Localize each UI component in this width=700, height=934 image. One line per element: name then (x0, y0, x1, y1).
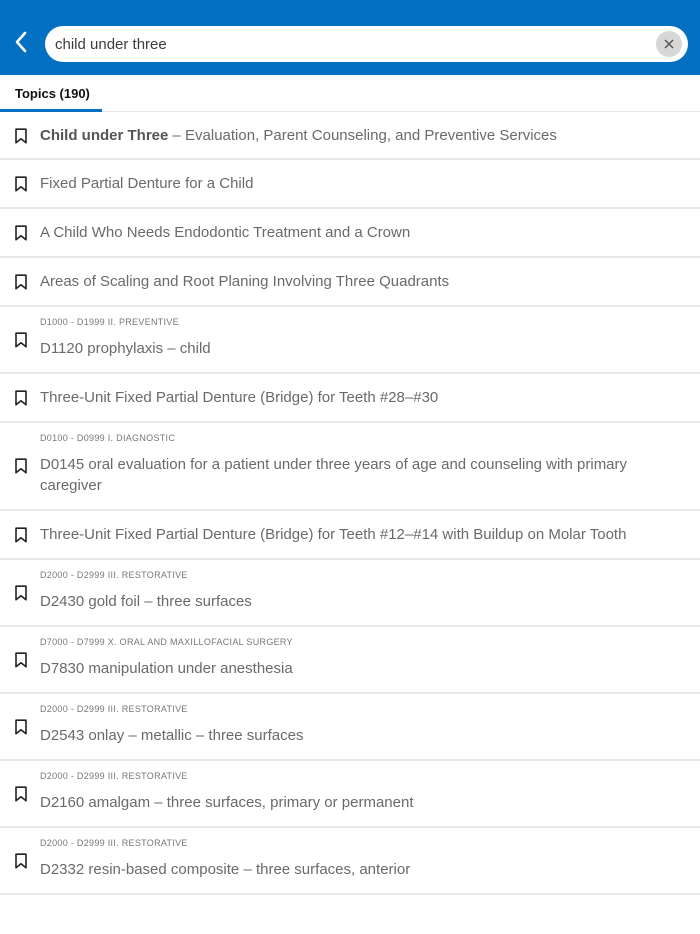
result-title-text: D2430 gold foil – three surfaces (40, 593, 252, 610)
close-icon (664, 39, 674, 49)
chevron-left-icon (13, 30, 29, 54)
bookmark-icon[interactable] (14, 652, 28, 668)
result-category: D2000 - D2999 III. RESTORATIVE (40, 838, 188, 848)
result-title-highlight: Child under Three (40, 127, 169, 144)
result-row[interactable] (0, 112, 700, 160)
result-row[interactable] (0, 374, 700, 423)
result-category: D7000 - D7999 X. ORAL AND MAXILLOFACIAL SURGERY (40, 637, 293, 647)
results-list (0, 112, 700, 895)
result-title (40, 173, 660, 194)
result-row[interactable] (0, 560, 700, 627)
bookmark-icon[interactable] (14, 128, 28, 144)
bookmark-icon[interactable] (14, 390, 28, 406)
result-title (40, 792, 660, 813)
search-input[interactable] (55, 26, 645, 62)
bookmark-icon[interactable] (14, 527, 28, 543)
bookmark-icon[interactable] (14, 853, 28, 869)
tab-topics[interactable]: Topics (190) (0, 75, 102, 112)
result-row[interactable] (0, 828, 700, 895)
result-title-text: D2543 onlay – metallic – three surfaces (40, 727, 304, 744)
result-title-text: Three-Unit Fixed Partial Denture (Bridge) for Teeth #28–#30 (40, 389, 439, 406)
result-row[interactable] (0, 694, 700, 761)
clear-search-button[interactable] (656, 31, 682, 57)
result-title-text: Areas of Scaling and Root Planing Involving Three Quadrants (40, 273, 450, 290)
back-button[interactable] (8, 26, 34, 58)
result-title (40, 338, 660, 359)
bookmark-icon[interactable] (14, 274, 28, 290)
result-row[interactable] (0, 160, 700, 209)
result-row[interactable] (0, 761, 700, 828)
result-category: D2000 - D2999 III. RESTORATIVE (40, 704, 188, 714)
bookmark-icon[interactable] (14, 719, 28, 735)
results-tabs (0, 75, 700, 112)
result-row[interactable] (0, 511, 700, 560)
bookmark-icon[interactable] (14, 332, 28, 348)
result-title-text: D7830 manipulation under anesthesia (40, 660, 293, 677)
result-category: D1000 - D1999 II. PREVENTIVE (40, 317, 179, 327)
result-title (40, 222, 660, 243)
bookmark-icon[interactable] (14, 585, 28, 601)
bookmark-icon[interactable] (14, 176, 28, 192)
result-title-text: D2332 resin-based composite – three surfaces, anterior (40, 861, 411, 878)
result-title-text: Fixed Partial Denture for a Child (40, 175, 254, 192)
result-title-text: D0145 oral evaluation for a patient under three years of age and counseling with primary caregiver (40, 456, 628, 494)
result-title (40, 725, 660, 746)
result-title-text: D2160 amalgam – three surfaces, primary or permanent (40, 794, 414, 811)
result-category: D0100 - D0999 I. DIAGNOSTIC (40, 433, 176, 443)
result-title (40, 454, 660, 496)
result-row[interactable] (0, 627, 700, 694)
result-row[interactable] (0, 307, 700, 374)
app-header (0, 0, 700, 75)
result-title (40, 387, 660, 408)
result-title (40, 591, 660, 612)
bookmark-icon[interactable] (14, 786, 28, 802)
result-title (40, 658, 660, 679)
search-box (45, 26, 688, 62)
result-title (40, 524, 660, 545)
result-title (40, 125, 660, 146)
result-title-text: Three-Unit Fixed Partial Denture (Bridge) for Teeth #12–#14 with Buildup on Molar Tooth (40, 526, 627, 543)
result-category: D2000 - D2999 III. RESTORATIVE (40, 771, 188, 781)
result-category: D2000 - D2999 III. RESTORATIVE (40, 570, 188, 580)
result-title-text: – Evaluation, Parent Counseling, and Preventive Services (168, 127, 557, 144)
result-title (40, 859, 660, 880)
bookmark-icon[interactable] (14, 458, 28, 474)
result-title-text: D1120 prophylaxis – child (40, 340, 211, 357)
result-title (40, 271, 660, 292)
result-row[interactable] (0, 258, 700, 307)
bookmark-icon[interactable] (14, 225, 28, 241)
result-title-text: A Child Who Needs Endodontic Treatment and a Crown (40, 224, 411, 241)
result-row[interactable] (0, 209, 700, 258)
result-row[interactable] (0, 423, 700, 511)
